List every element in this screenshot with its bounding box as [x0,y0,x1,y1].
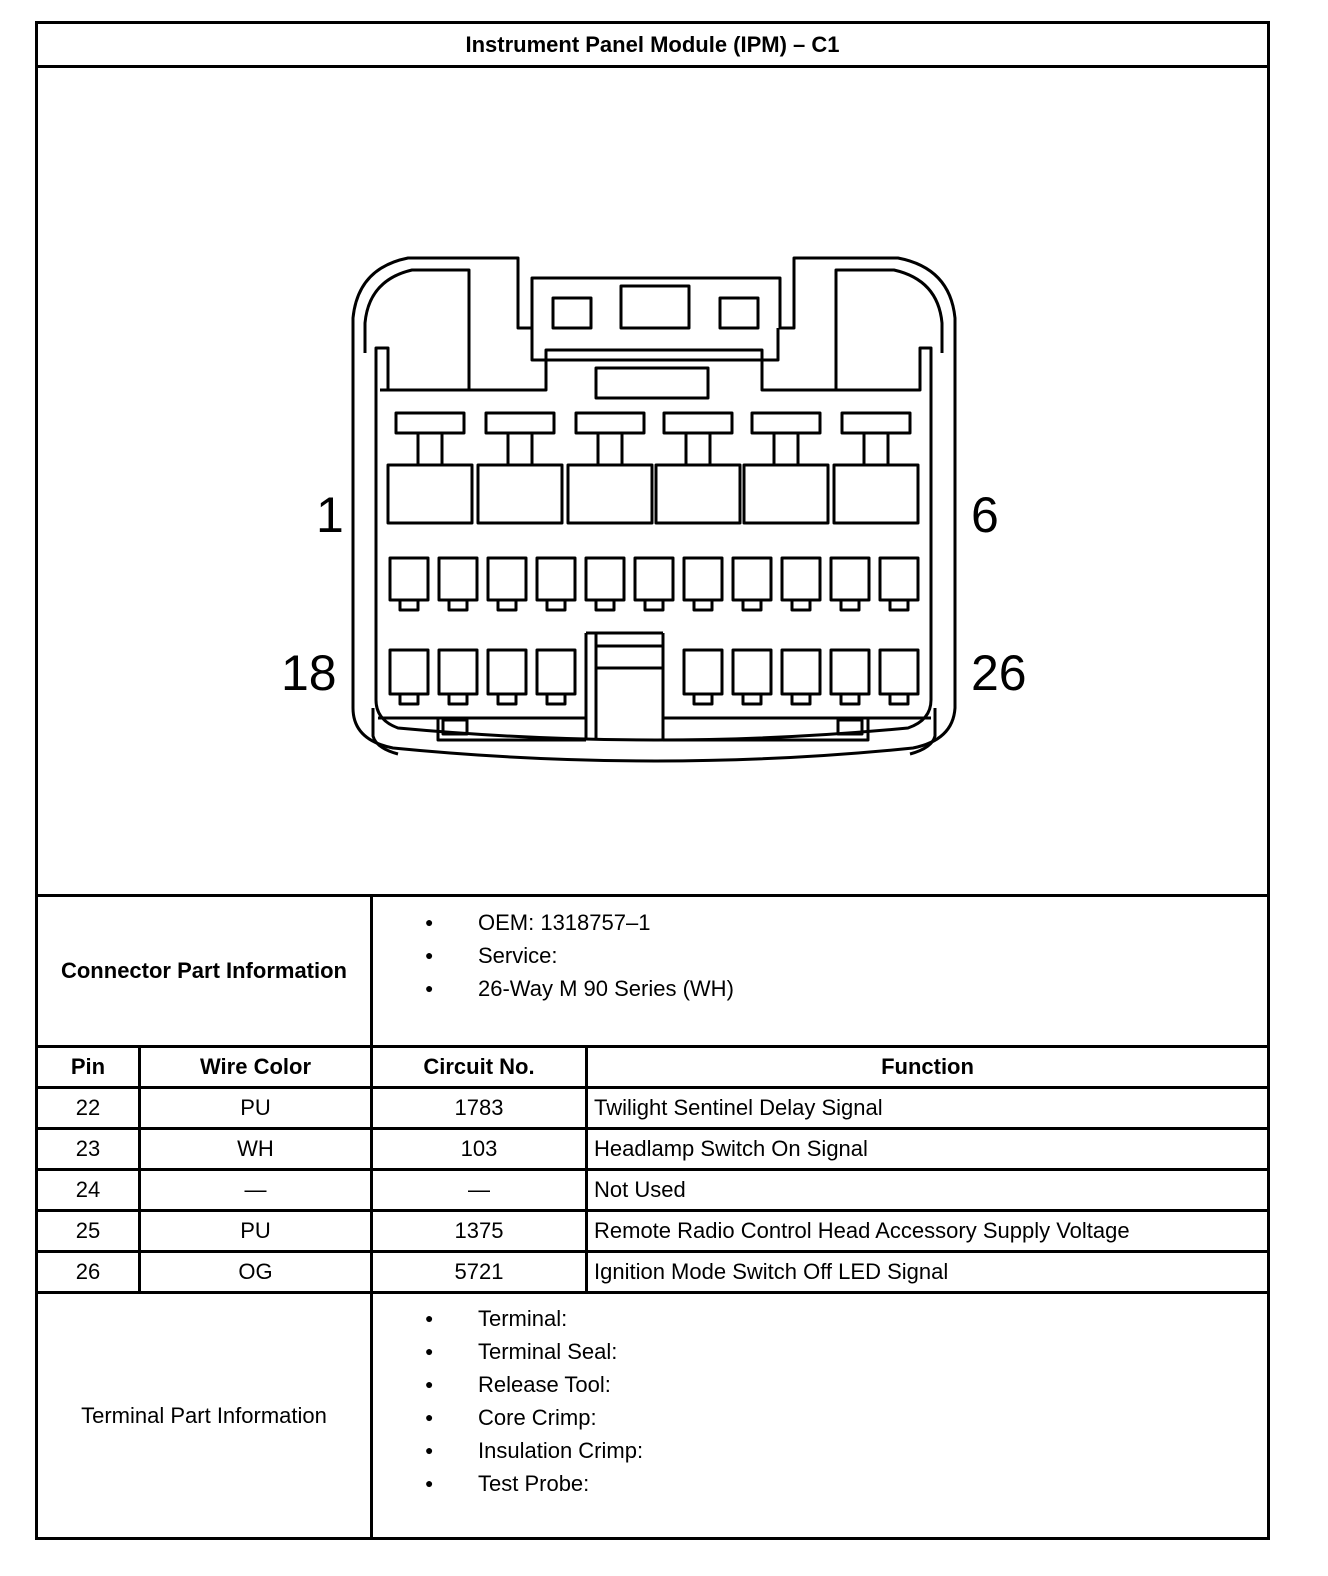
connector-info-description: ● 26-Way M 90 Series (WH) [373,972,734,1005]
table-row-function: Headlamp Switch On Signal [594,1136,868,1161]
table-row-wire-color: OG [238,1259,273,1284]
table-row-circuit: 1783 [454,1095,504,1120]
table-row-wire-color: PU [240,1095,271,1120]
connector-info-oem: ● OEM: 1318757–1 [373,906,734,939]
table-row-pin: 23 [75,1136,101,1161]
pin-label-1: 1 [316,487,344,543]
table-row-wire-color: PU [240,1218,271,1243]
pin-label-18: 18 [281,645,337,701]
terminal-info-label: Terminal Part Information [81,1402,327,1428]
pin-label-6: 6 [971,487,999,543]
terminal-info-release-tool: ● Release Tool: [373,1368,643,1401]
table-row-pin: 25 [75,1218,101,1243]
terminal-info-core-crimp: ● Core Crimp: [373,1401,643,1434]
table-row-pin: 22 [75,1095,101,1120]
table-row-pin: 24 [75,1177,101,1202]
terminal-info-test-probe: ● Test Probe: [373,1467,643,1500]
connector-sheet [35,21,1270,1540]
table-row-function: Twilight Sentinel Delay Signal [594,1095,883,1120]
table-row-circuit: — [468,1177,490,1202]
header-function: Function [881,1054,974,1079]
housing-outline [353,258,955,761]
table-row-function: Ignition Mode Switch Off LED Signal [594,1259,949,1284]
table-row-wire-color: WH [237,1136,274,1161]
table-row-function: Not Used [594,1177,686,1202]
lower-pin-row [390,650,918,704]
terminal-info-insulation-crimp: ● Insulation Crimp: [373,1434,643,1467]
header-pin: Pin [70,1054,106,1079]
table-row-function: Remote Radio Control Head Accessory Supply Voltage [594,1218,1130,1243]
connector-diagram [38,68,1267,897]
key-slot [586,633,663,740]
header-circuit-no: Circuit No. [423,1054,535,1079]
header-wire-color: Wire Color [199,1054,312,1079]
connector-info-service: ● Service: [373,939,734,972]
middle-pin-row [390,558,918,610]
page-title: Instrument Panel Module (IPM) – C1 [38,24,1267,68]
table-row-circuit: 103 [460,1136,498,1161]
table-row-wire-color: — [244,1177,267,1202]
table-row-circuit: 1375 [454,1218,504,1243]
pin-label-26: 26 [971,645,1027,701]
connector-face-drawing [38,68,1267,897]
terminal-info-list [373,1302,643,1500]
upper-pin-row [388,413,918,523]
terminal-info-terminal: ● Terminal: [373,1302,643,1335]
connector-info-list [373,906,734,1005]
terminal-info-terminal-seal: ● Terminal Seal: [373,1335,643,1368]
table-row-pin: 26 [75,1259,101,1284]
connector-info-label: Connector Part Information [60,958,347,983]
table-row-circuit: 5721 [454,1259,504,1284]
